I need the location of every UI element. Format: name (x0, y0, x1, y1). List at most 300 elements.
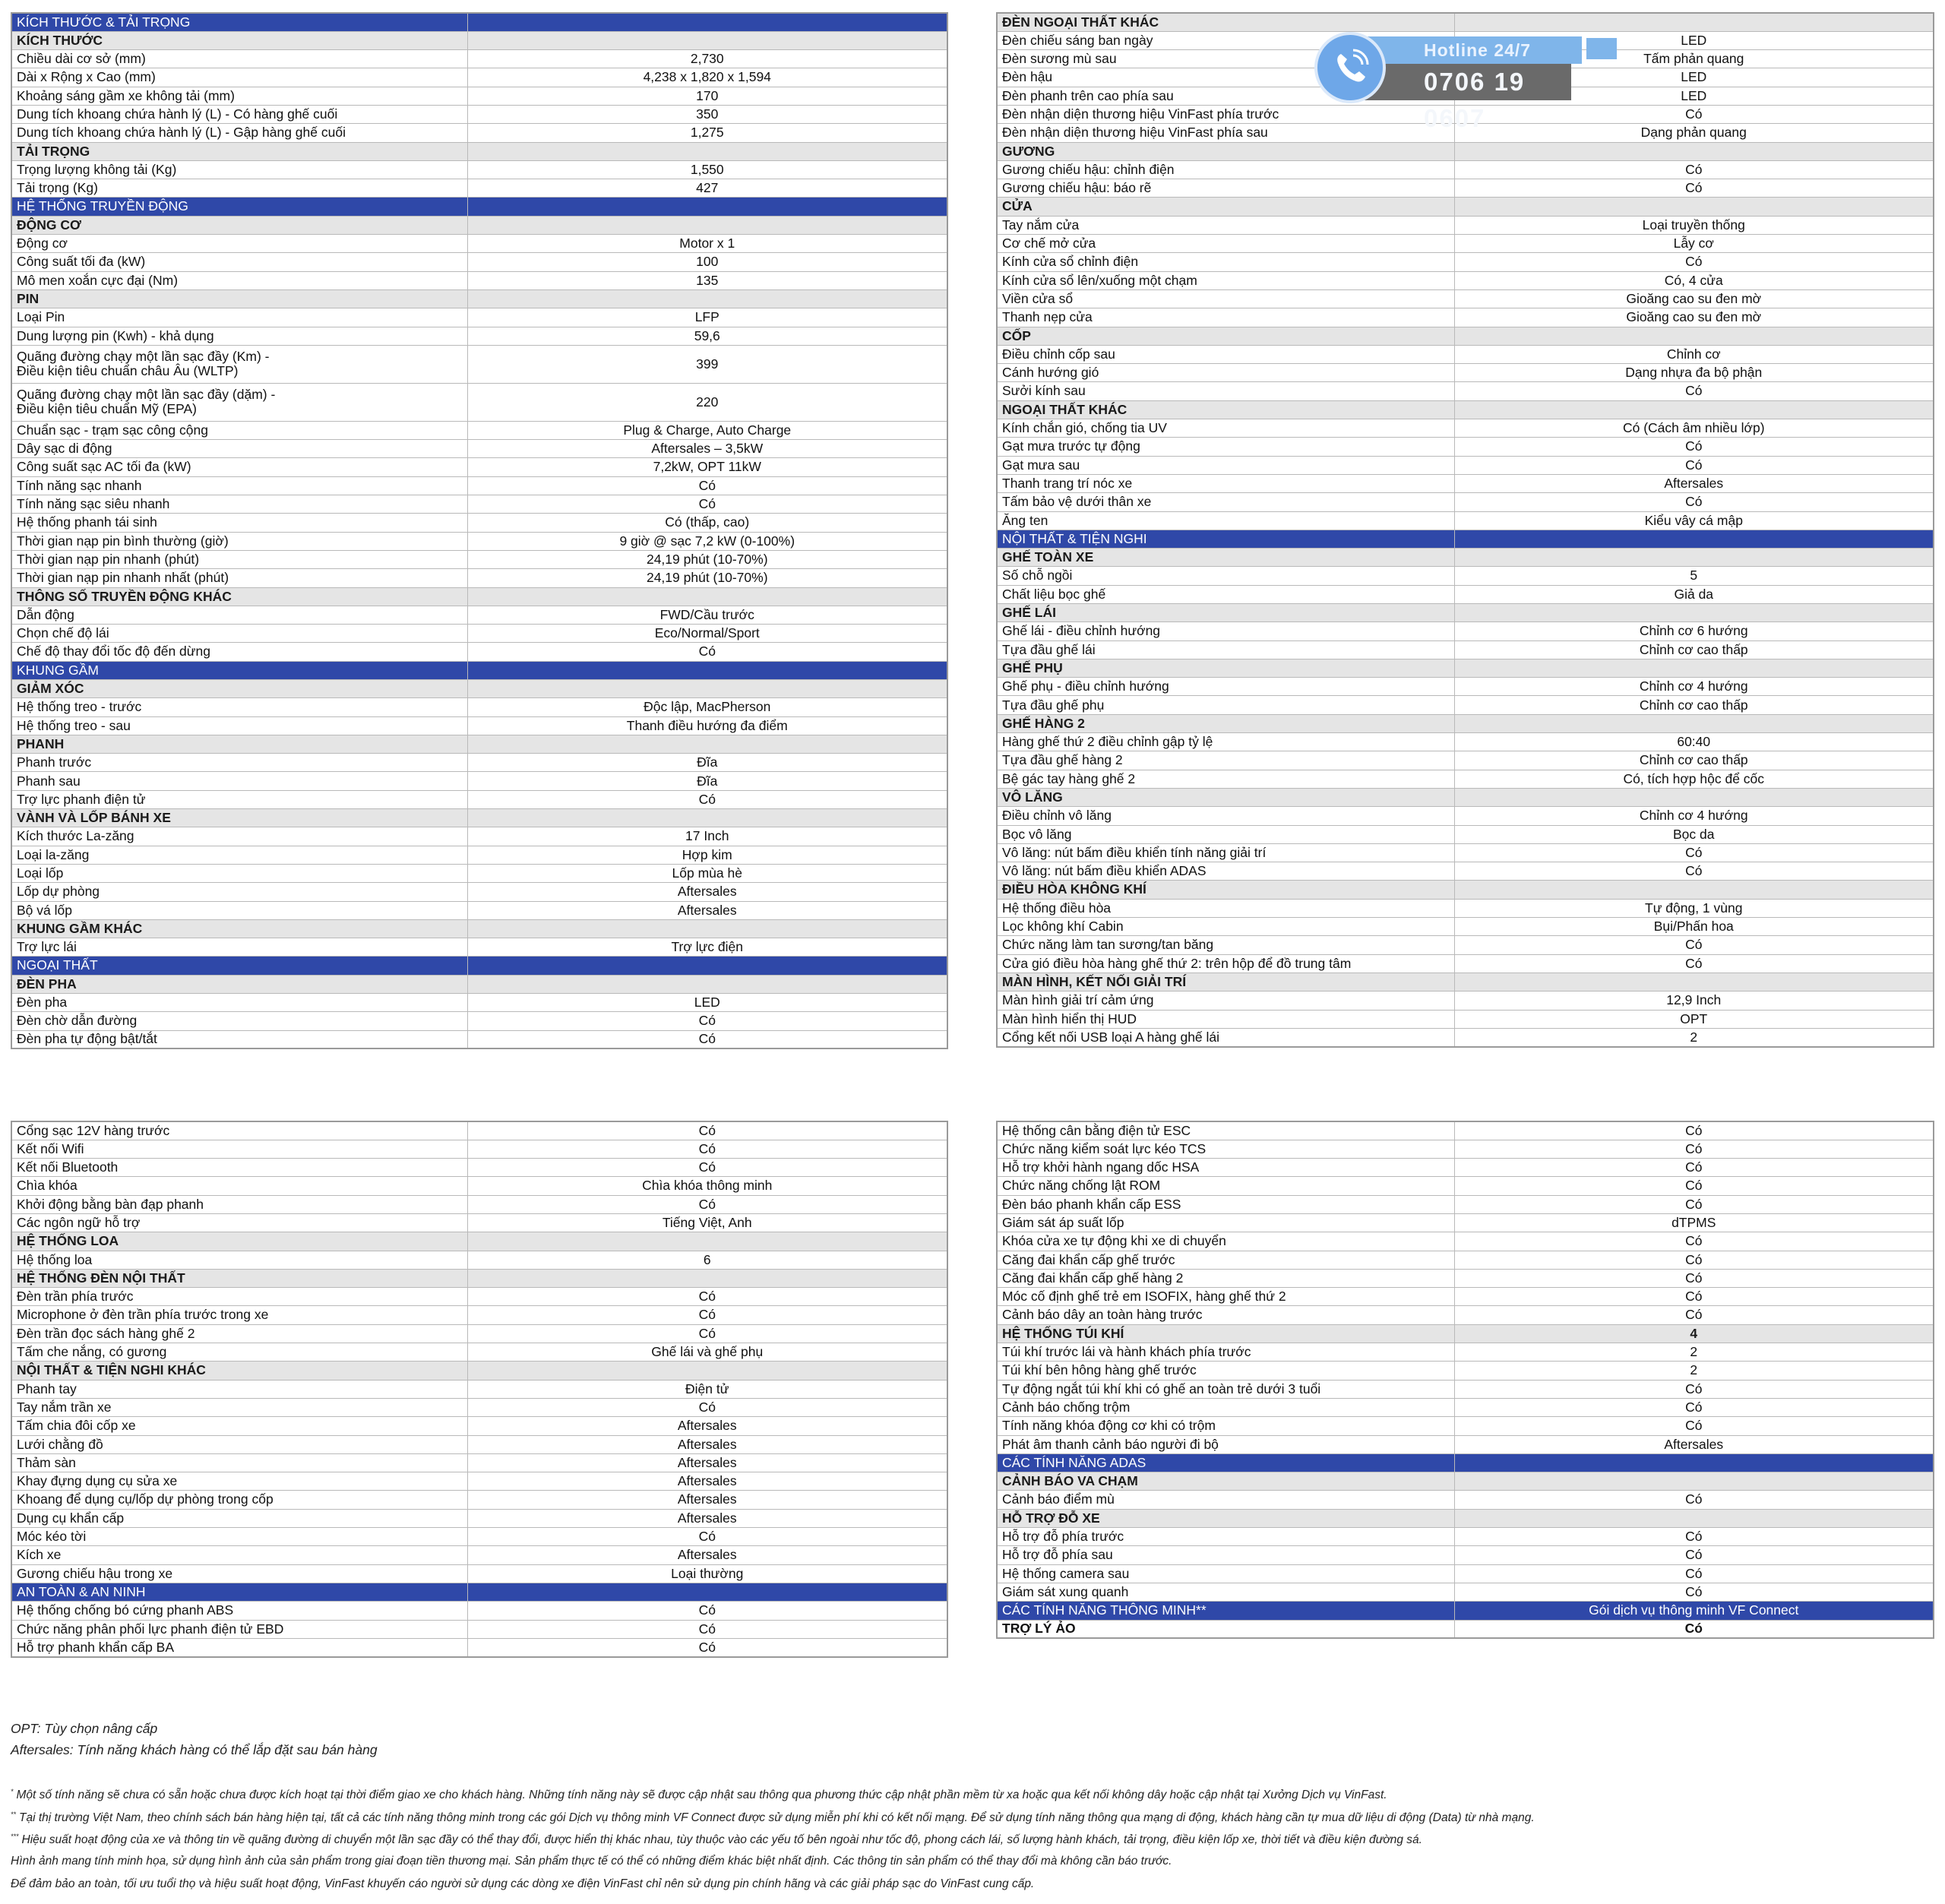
spec-value (467, 661, 947, 679)
spec-label: Chức năng chống lật ROM (997, 1177, 1454, 1195)
spec-row (11, 179, 947, 198)
spec-row (997, 696, 1934, 714)
spec-label: Trợ lực lái (11, 938, 467, 957)
spec-row (997, 1362, 1934, 1380)
spec-value: Điện tử (467, 1380, 947, 1398)
spec-value: LED (1454, 87, 1934, 105)
spec-label: Loại lốp (11, 864, 467, 882)
subsection-header-row (11, 31, 947, 49)
spec-label: Dẫn động (11, 606, 467, 624)
spec-label: NGOẠI THẤT KHÁC (997, 400, 1454, 419)
spec-value (467, 142, 947, 160)
spec-label: NỘI THẤT & TIỆN NGHI KHÁC (11, 1362, 467, 1380)
spec-label: Tấm chia đôi cốp xe (11, 1417, 467, 1435)
spec-row (997, 640, 1934, 659)
footnote-mark: *** (11, 1833, 19, 1840)
spec-row (997, 954, 1934, 973)
spec-row (997, 807, 1934, 825)
spec-label: TRỢ LÝ ẢO (997, 1620, 1454, 1638)
spec-label: Dài x Rộng x Cao (mm) (11, 68, 467, 87)
spec-row (11, 1380, 947, 1398)
spec-row (997, 622, 1934, 640)
spec-row (11, 1528, 947, 1546)
hotline-badge[interactable] (1314, 32, 1597, 132)
spec-row (997, 1232, 1934, 1251)
spec-label: Tấm che nắng, có gương (11, 1343, 467, 1362)
spec-table-bottom-left (11, 1121, 948, 1658)
spec-label: Màn hình giải trí cảm ứng (997, 992, 1454, 1010)
spec-value: Có (467, 1140, 947, 1158)
spec-value (1454, 142, 1934, 160)
spec-label: Phanh sau (11, 772, 467, 790)
spec-value (1454, 714, 1934, 732)
spec-label: Hệ thống loa (11, 1251, 467, 1269)
spec-value: Có (1454, 1251, 1934, 1269)
spec-row (997, 1602, 1934, 1620)
subsection-header-row (11, 735, 947, 753)
spec-value (1454, 1509, 1934, 1527)
subsection-header-row (11, 289, 947, 308)
spec-label: Kích xe (11, 1546, 467, 1564)
spec-label: GHẾ TOÀN XE (997, 549, 1454, 567)
spec-label: Túi khí trước lái và hành khách phía trước (997, 1343, 1454, 1362)
spec-label: VÔ LĂNG (997, 788, 1454, 806)
spec-label: Hệ thống treo - sau (11, 716, 467, 735)
spec-value: Chỉnh cơ cao thấp (1454, 640, 1934, 659)
spec-value: Có (1454, 1380, 1934, 1398)
spec-label: HỆ THỐNG LOA (11, 1232, 467, 1251)
spec-row (997, 751, 1934, 770)
spec-row (11, 1343, 947, 1362)
subsection-header-row (997, 142, 1934, 160)
spec-row (11, 1306, 947, 1324)
spec-row (11, 698, 947, 716)
spec-row (11, 253, 947, 271)
spec-value: Loại truyền thống (1454, 216, 1934, 234)
spec-value: Có (1454, 1177, 1934, 1195)
spec-row (11, 458, 947, 476)
spec-value: LFP (467, 308, 947, 327)
spec-row (997, 179, 1934, 198)
footnote-text: Một số tính năng sẽ chưa có sẵn hoặc chưa được kích hoạt tại thời điểm giao xe cho khách hàng. Những tính năng này sẽ được cập nhật sau thông qua phương thức cập nhật phần mềm từ xa hoặc qua kết nối không dây hoặc cập nhật tại Xưởng Dịch vụ VinFast. (16, 1789, 1387, 1802)
spec-label: PIN (11, 289, 467, 308)
spec-value: 5 (1454, 567, 1934, 585)
spec-label: Công suất sạc AC tối đa (kW) (11, 458, 467, 476)
spec-value: FWD/Cầu trước (467, 606, 947, 624)
spec-value: Có (1454, 843, 1934, 862)
spec-row (997, 1491, 1934, 1509)
spec-row (11, 495, 947, 514)
spec-value: Chỉnh cơ 4 hướng (1454, 807, 1934, 825)
spec-row (11, 1030, 947, 1048)
spec-label: GIẢM XÓC (11, 680, 467, 698)
spec-label: Hệ thống cân bằng điện tử ESC (997, 1121, 1454, 1140)
spec-label: Chế độ thay đổi tốc độ đến dừng (11, 643, 467, 661)
spec-value: 9 giờ @ sạc 7,2 kW (0-100%) (467, 532, 947, 550)
spec-label: ĐỘNG CƠ (11, 216, 467, 234)
spec-value: Tiếng Việt, Anh (467, 1213, 947, 1232)
spec-value: Aftersales (467, 1453, 947, 1472)
spec-label: Gương chiếu hậu: báo rẽ (997, 179, 1454, 198)
spec-value: Có (467, 1012, 947, 1030)
spec-row (11, 1012, 947, 1030)
spec-value: 7,2kW, OPT 11kW (467, 458, 947, 476)
spec-value: Có (1454, 1269, 1934, 1287)
spec-label: Khởi động bằng bàn đạp phanh (11, 1195, 467, 1213)
spec-label: PHANH (11, 735, 467, 753)
spec-label: CÁC TÍNH NĂNG THÔNG MINH** (997, 1602, 1454, 1620)
spec-value (467, 1232, 947, 1251)
spec-label: Mô men xoắn cực đại (Nm) (11, 271, 467, 289)
spec-row (11, 716, 947, 735)
hotline-label-bar (1362, 36, 1582, 64)
spec-label: Cảnh báo dây an toàn hàng trước (997, 1306, 1454, 1324)
spec-label: ĐÈN PHA (11, 975, 467, 993)
spec-row (997, 843, 1934, 862)
spec-value: Aftersales (467, 1546, 947, 1564)
spec-value: Motor x 1 (467, 235, 947, 253)
spec-label (11, 383, 467, 421)
spec-value: dTPMS (1454, 1213, 1934, 1232)
subsection-header-row (997, 400, 1934, 419)
subsection-header-row (997, 714, 1934, 732)
spec-value: Aftersales (467, 1491, 947, 1509)
spec-label: Cơ chế mở cửa (997, 235, 1454, 253)
subsection-header-row (11, 1269, 947, 1287)
subsection-header-row (997, 1324, 1934, 1343)
spec-label: GHẾ PHỤ (997, 659, 1454, 677)
spec-row (11, 901, 947, 919)
spec-value (467, 735, 947, 753)
spec-value: 60:40 (1454, 733, 1934, 751)
subsection-header-row (11, 975, 947, 993)
spec-value: Có (1454, 1398, 1934, 1416)
spec-value (1454, 788, 1934, 806)
spec-label-line1: Quãng đường chạy một lần sạc đầy (Km) - (17, 349, 270, 365)
spec-label: ĐIỀU HÒA KHÔNG KHÍ (997, 881, 1454, 899)
spec-value: Có (1454, 493, 1934, 511)
spec-row (997, 419, 1934, 438)
spec-value: Có (467, 1159, 947, 1177)
spec-label: GHẾ LÁI (997, 604, 1454, 622)
spec-value (1454, 1472, 1934, 1491)
footnote (11, 1811, 1535, 1825)
spec-table-bottom-right (996, 1121, 1934, 1639)
spec-value: Có (467, 1602, 947, 1620)
note-aftersales: Aftersales: Tính năng khách hàng có thể lắp đặt sau bán hàng (11, 1742, 378, 1757)
spec-label: Cánh hướng gió (997, 364, 1454, 382)
section-header-row (11, 661, 947, 679)
spec-label (11, 345, 467, 383)
section-header-row (997, 530, 1934, 548)
spec-label: Bọc vô lăng (997, 825, 1454, 843)
spec-label: Dây sạc di động (11, 440, 467, 458)
spec-value (467, 31, 947, 49)
spec-label: Khay đựng dụng cụ sửa xe (11, 1472, 467, 1491)
spec-label: Chức năng làm tan sương/tan băng (997, 936, 1454, 954)
spec-label: Hệ thống chống bó cứng phanh ABS (11, 1602, 467, 1620)
spec-row (997, 160, 1934, 179)
spec-value: Trợ lực điện (467, 938, 947, 957)
spec-label: Đèn chiếu sáng ban ngày (997, 31, 1454, 49)
spec-value (467, 1362, 947, 1380)
spec-label: THÔNG SỐ TRUYỀN ĐỘNG KHÁC (11, 587, 467, 606)
spec-value: Gioăng cao su đen mờ (1454, 308, 1934, 327)
spec-label: Tựa đầu ghế lái (997, 640, 1454, 659)
spec-label: Tựa đầu ghế phụ (997, 696, 1454, 714)
spec-row (997, 1546, 1934, 1564)
spec-value: 350 (467, 105, 947, 123)
spec-value: 4 (1454, 1324, 1934, 1343)
spec-row (997, 992, 1934, 1010)
spec-value: Aftersales (467, 1417, 947, 1435)
spec-value (467, 975, 947, 993)
spec-label: Đèn chờ dẫn đường (11, 1012, 467, 1030)
spec-value: Chỉnh cơ 6 hướng (1454, 622, 1934, 640)
spec-row (997, 1343, 1934, 1362)
spec-value: 220 (467, 383, 947, 421)
spec-row (11, 1195, 947, 1213)
spec-label: Gạt mưa sau (997, 456, 1454, 474)
spec-row (997, 1417, 1934, 1435)
hotline-label: Hotline 24/7 (1424, 40, 1532, 60)
spec-label: MÀN HÌNH, KẾT NỐI GIẢI TRÍ (997, 973, 1454, 991)
spec-row (11, 124, 947, 142)
spec-row (997, 345, 1934, 363)
spec-label: Điều chỉnh vô lăng (997, 807, 1454, 825)
spec-value: Kiểu vây cá mập (1454, 511, 1934, 530)
spec-label: Dung tích khoang chứa hành lý (L) - Có hàng ghế cuối (11, 105, 467, 123)
spec-row (11, 1472, 947, 1491)
spec-value: Có (467, 643, 947, 661)
spec-value: 24,19 phút (10-70%) (467, 569, 947, 587)
spec-label: Khóa cửa xe tự động khi xe di chuyển (997, 1232, 1454, 1251)
spec-label: Kính cửa sổ chỉnh điện (997, 253, 1454, 271)
spec-label: Đèn pha (11, 994, 467, 1012)
subsection-header-row (11, 142, 947, 160)
spec-value (467, 919, 947, 938)
spec-value: Dạng phản quang (1454, 124, 1934, 142)
spec-label-line1: Quãng đường chạy một lần sạc đầy (dặm) - (17, 387, 276, 403)
spec-value: Ghế lái và ghế phụ (467, 1343, 947, 1362)
spec-row (997, 899, 1934, 917)
spec-value: LED (1454, 31, 1934, 49)
spec-value: Tự động, 1 vùng (1454, 899, 1934, 917)
spec-row (997, 1435, 1934, 1453)
spec-label: Tải trọng (Kg) (11, 179, 467, 198)
spec-label: Phanh tay (11, 1380, 467, 1398)
spec-value: Có (1454, 1121, 1934, 1140)
spec-value: Gói dịch vụ thông minh VF Connect (1454, 1602, 1934, 1620)
spec-label: Kết nối Wifi (11, 1140, 467, 1158)
spec-table-top-left (11, 12, 948, 1049)
spec-label: Móc kéo tời (11, 1528, 467, 1546)
spec-value: Đĩa (467, 772, 947, 790)
note-opt: OPT: Tùy chọn nâng cấp (11, 1721, 158, 1736)
spec-label: KHUNG GẦM (11, 661, 467, 679)
spec-label: Dụng cụ khẩn cấp (11, 1509, 467, 1527)
spec-label: Đèn nhận diện thương hiệu VinFast phía trước (997, 105, 1454, 123)
spec-value: Aftersales – 3,5kW (467, 440, 947, 458)
spec-value: Có (1454, 1140, 1934, 1158)
spec-value (1454, 530, 1934, 548)
spec-row (997, 1010, 1934, 1028)
spec-row (11, 50, 947, 68)
spec-value: Aftersales (467, 1509, 947, 1527)
spec-value: Aftersales (467, 1435, 947, 1453)
spec-value: Aftersales (1454, 1435, 1934, 1453)
subsection-header-row (997, 973, 1934, 991)
spec-row (11, 532, 947, 550)
spec-row (11, 1398, 947, 1416)
spec-label: KÍCH THƯỚC (11, 31, 467, 49)
spec-row (11, 68, 947, 87)
subsection-header-row (997, 788, 1934, 806)
spec-label: Bộ vá lốp (11, 901, 467, 919)
spec-label: Sưởi kính sau (997, 382, 1454, 400)
spec-value: Có (1454, 936, 1934, 954)
subsection-header-row (997, 1472, 1934, 1491)
spec-label: Kính cửa sổ lên/xuống một chạm (997, 271, 1454, 289)
spec-row (11, 938, 947, 957)
spec-label-line2: Điều kiện tiêu chuẩn Mỹ (EPA) (17, 401, 198, 417)
spec-value: Có (467, 1398, 947, 1416)
spec-label: Đèn nhận diện thương hiệu VinFast phía sau (997, 124, 1454, 142)
spec-label: Phát âm thanh cảnh báo người đi bộ (997, 1435, 1454, 1453)
spec-row (11, 864, 947, 882)
spec-row (997, 1398, 1934, 1416)
spec-label: HỆ THỐNG TRUYỀN ĐỘNG (11, 198, 467, 216)
spec-row (997, 493, 1934, 511)
spec-row (11, 883, 947, 901)
spec-row (11, 160, 947, 179)
spec-label-line2: Điều kiện tiêu chuẩn châu Âu (WLTP) (17, 363, 239, 379)
hotline-tab (1586, 38, 1617, 59)
spec-row (11, 550, 947, 568)
spec-row (11, 476, 947, 495)
spec-row (997, 438, 1934, 456)
spec-label: Khoảng sáng gầm xe không tải (mm) (11, 87, 467, 105)
spec-row (997, 862, 1934, 881)
spec-label: CẢNH BÁO VA CHẠM (997, 1472, 1454, 1491)
spec-value: Có (1454, 1288, 1934, 1306)
footnote (11, 1788, 1387, 1802)
spec-label: Tay nắm cửa (997, 216, 1454, 234)
spec-row (997, 1288, 1934, 1306)
spec-row (997, 918, 1934, 936)
spec-row (11, 569, 947, 587)
spec-label: Loại la-zăng (11, 846, 467, 864)
spec-row (11, 271, 947, 289)
spec-value: LED (1454, 68, 1934, 87)
spec-label: Chất liệu bọc ghế (997, 585, 1454, 603)
spec-value: 2 (1454, 1362, 1934, 1380)
spec-label: Hỗ trợ đỗ phía trước (997, 1528, 1454, 1546)
spec-value (1454, 1453, 1934, 1472)
spec-value: Có (467, 1195, 947, 1213)
spec-row (997, 1140, 1934, 1158)
spec-label: Đèn báo phanh khẩn cấp ESS (997, 1195, 1454, 1213)
spec-row (11, 1417, 947, 1435)
spec-value (467, 587, 947, 606)
spec-row (997, 1306, 1934, 1324)
spec-value: Chìa khóa thông minh (467, 1177, 947, 1195)
spec-row (11, 1251, 947, 1269)
spec-value: Có (467, 1324, 947, 1343)
footnote-mark: ** (11, 1811, 17, 1818)
spec-label: Thanh nẹp cửa (997, 308, 1454, 327)
spec-label: Cảnh báo chống trộm (997, 1398, 1454, 1416)
spec-row (11, 643, 947, 661)
spec-label: CỐP (997, 327, 1454, 345)
spec-value (467, 198, 947, 216)
spec-row (997, 382, 1934, 400)
spec-label: Tính năng sạc nhanh (11, 476, 467, 495)
spec-label: Trợ lực phanh điện tử (11, 790, 467, 808)
spec-label: Khoang để dụng cụ/lốp dự phòng trong cốp (11, 1491, 467, 1509)
spec-row (11, 1620, 947, 1638)
spec-value: Aftersales (467, 1472, 947, 1491)
spec-value (1454, 327, 1934, 345)
spec-value: Tấm phản quang (1454, 50, 1934, 68)
spec-label: Hệ thống camera sau (997, 1564, 1454, 1583)
subsection-header-row (997, 13, 1934, 31)
subsection-header-row (997, 1509, 1934, 1527)
spec-row (11, 235, 947, 253)
spec-row (997, 1177, 1934, 1195)
subsection-header-row (997, 881, 1934, 899)
spec-value: Có (1454, 1528, 1934, 1546)
spec-value (467, 216, 947, 234)
spec-value: LED (467, 994, 947, 1012)
spec-label: Thời gian nạp pin bình thường (giờ) (11, 532, 467, 550)
spec-label: Cửa gió điều hòa hàng ghế thứ 2: trên hộp để đồ trung tâm (997, 954, 1454, 973)
spec-value: Bụi/Phấn hoa (1454, 918, 1934, 936)
spec-value: Bọc da (1454, 825, 1934, 843)
spec-label: Hệ thống điều hòa (997, 899, 1454, 917)
spec-label: Chọn chế độ lái (11, 625, 467, 643)
spec-value: Có (1454, 1546, 1934, 1564)
footnote-text: Hình ảnh mang tính minh họa, sử dụng hình ảnh của sản phẩm trong giai đoạn tiền thương mại. Sản phẩm thực tế có thể có những điểm khác biệt nhất định. Các thông tin sản phẩm có thể thay đổi mà không cần báo trước. (11, 1855, 1172, 1868)
spec-label: Bệ gác tay hàng ghế 2 (997, 770, 1454, 788)
spec-label: Hàng ghế thứ 2 điều chỉnh gập tỷ lệ (997, 733, 1454, 751)
spec-label: Lưới chằng đồ (11, 1435, 467, 1453)
spec-value: Có (1454, 179, 1934, 198)
subsection-header-row (11, 216, 947, 234)
spec-value (467, 1269, 947, 1287)
spec-label: ĐÈN NGOẠI THẤT KHÁC (997, 13, 1454, 31)
spec-label: Chìa khóa (11, 1177, 467, 1195)
spec-label: Loại Pin (11, 308, 467, 327)
spec-row (11, 383, 947, 421)
spec-label: Đèn trần phía trước (11, 1288, 467, 1306)
spec-label: Ghế phụ - điều chỉnh hướng (997, 678, 1454, 696)
spec-label: Đèn sương mù sau (997, 50, 1454, 68)
spec-label: Các ngôn ngữ hỗ trợ (11, 1213, 467, 1232)
hotline-number[interactable]: 0706 19 0607 (1358, 64, 1571, 100)
spec-value (467, 289, 947, 308)
subsection-header-row (11, 809, 947, 827)
spec-value: Plug & Charge, Auto Charge (467, 421, 947, 439)
spec-label: Giám sát xung quanh (997, 1583, 1454, 1601)
spec-value: Có (467, 476, 947, 495)
spec-value: Đĩa (467, 754, 947, 772)
spec-row (997, 308, 1934, 327)
spec-row (997, 271, 1934, 289)
spec-row (997, 456, 1934, 474)
spec-row (11, 308, 947, 327)
spec-row (11, 87, 947, 105)
